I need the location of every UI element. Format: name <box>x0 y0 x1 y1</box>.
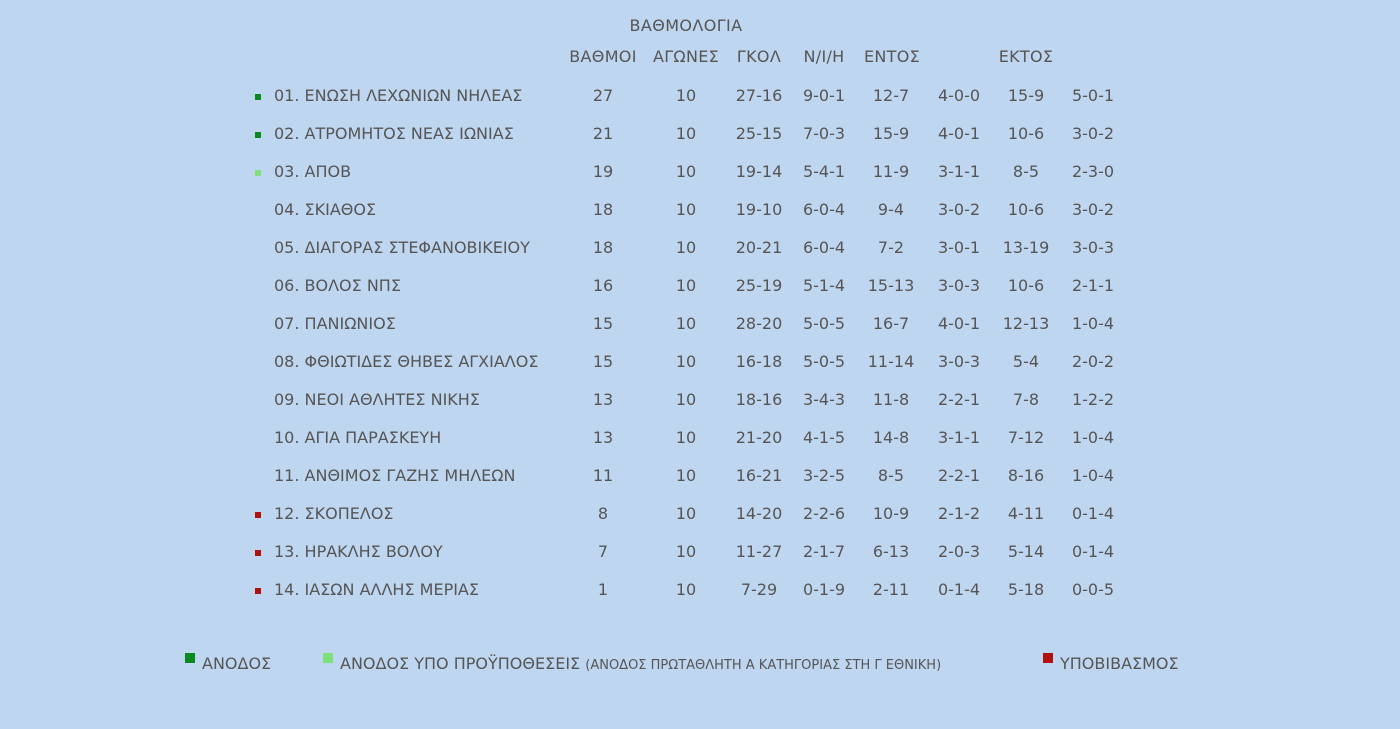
games-cell: 10 <box>675 542 697 561</box>
legend-conditional <box>323 653 941 676</box>
home-record-cell: 3-1-1 <box>937 428 981 447</box>
away-goals-cell: 8-16 <box>1007 466 1045 485</box>
away-goals-cell: 5-18 <box>1007 580 1045 599</box>
status-marker <box>255 94 261 100</box>
team-name: 04. ΣΚΙΑΘΟΣ <box>274 200 377 219</box>
table-row <box>0 314 1400 352</box>
home-record-cell: 0-1-4 <box>937 580 981 599</box>
games-cell: 10 <box>675 390 697 409</box>
home-record-cell: 2-1-2 <box>937 504 981 523</box>
games-cell: 10 <box>675 276 697 295</box>
games-cell: 10 <box>675 314 697 333</box>
home-record-cell: 4-0-1 <box>937 124 981 143</box>
away-record-cell: 2-3-0 <box>1071 162 1115 181</box>
points-cell: 21 <box>592 124 614 143</box>
home-goals-cell: 12-7 <box>872 86 910 105</box>
legend-conditional-label: ΑΝΟΔΟΣ ΥΠΟ ΠΡΟΫΠΟΘΕΣΕΙΣ <box>340 654 581 673</box>
points-cell: 13 <box>592 428 614 447</box>
record-cell: 3-4-3 <box>802 390 846 409</box>
legend-conditional-note: (ΑΝΟΔΟΣ ΠΡΩΤΑΘΛΗΤΗ Α ΚΑΤΗΓΟΡΙΑΣ ΣΤΗ Γ ΕΘΝΙΚΗ) <box>585 658 942 673</box>
goals-cell: 14-20 <box>735 504 783 523</box>
home-goals-cell: 9-4 <box>877 200 905 219</box>
points-cell: 19 <box>592 162 614 181</box>
away-record-cell: 0-1-4 <box>1071 542 1115 561</box>
record-cell: 9-0-1 <box>802 86 846 105</box>
table-row <box>0 238 1400 276</box>
record-cell: 0-1-9 <box>802 580 846 599</box>
standings-title: ΒΑΘΜΟΛΟΓΙΑ <box>629 16 743 35</box>
team-name: 13. ΗΡΑΚΛΗΣ ΒΟΛΟΥ <box>274 542 443 561</box>
away-goals-cell: 8-5 <box>1012 162 1040 181</box>
table-row <box>0 466 1400 504</box>
record-cell: 6-0-4 <box>802 238 846 257</box>
home-goals-cell: 14-8 <box>872 428 910 447</box>
table-row <box>0 390 1400 428</box>
home-goals-cell: 2-11 <box>872 580 910 599</box>
goals-cell: 27-16 <box>735 86 783 105</box>
team-name: 05. ΔΙΑΓΟΡΑΣ ΣΤΕΦΑΝΟΒΙΚΕΙΟΥ <box>274 238 530 257</box>
goals-cell: 18-16 <box>735 390 783 409</box>
goals-cell: 25-19 <box>735 276 783 295</box>
legend-relegation-label: ΥΠΟΒΙΒΑΣΜΟΣ <box>1060 654 1179 673</box>
record-cell: 4-1-5 <box>802 428 846 447</box>
status-marker <box>255 132 261 138</box>
home-goals-cell: 8-5 <box>877 466 905 485</box>
legend-promotion <box>185 653 271 674</box>
legend-promotion-label: ΑΝΟΔΟΣ <box>202 654 272 673</box>
table-row <box>0 86 1400 124</box>
team-name: 09. ΝΕΟΙ ΑΘΛΗΤΕΣ ΝΙΚΗΣ <box>274 390 480 409</box>
away-goals-cell: 5-14 <box>1007 542 1045 561</box>
header-away: ΕΚΤΟΣ <box>998 47 1054 66</box>
points-cell: 18 <box>592 200 614 219</box>
header-points: ΒΑΘΜΟΙ <box>569 47 637 66</box>
away-goals-cell: 10-6 <box>1007 276 1045 295</box>
away-goals-cell: 10-6 <box>1007 200 1045 219</box>
home-goals-cell: 11-8 <box>872 390 910 409</box>
points-cell: 15 <box>592 314 614 333</box>
away-record-cell: 1-0-4 <box>1071 466 1115 485</box>
record-cell: 5-0-5 <box>802 314 846 333</box>
team-name: 08. ΦΘΙΩΤΙΔΕΣ ΘΗΒΕΣ ΑΓΧΙΑΛΟΣ <box>274 352 539 371</box>
record-cell: 3-2-5 <box>802 466 846 485</box>
points-cell: 16 <box>592 276 614 295</box>
away-goals-cell: 13-19 <box>1002 238 1050 257</box>
table-row <box>0 162 1400 200</box>
team-name: 03. ΑΠΟΒ <box>274 162 352 181</box>
away-record-cell: 3-0-2 <box>1071 124 1115 143</box>
team-name: 01. ΕΝΩΣΗ ΛΕΧΩΝΙΩΝ ΝΗΛΕΑΣ <box>274 86 523 105</box>
legend-conditional-swatch <box>323 653 333 663</box>
header-goals: ΓΚΟΛ <box>736 47 782 66</box>
table-row <box>0 352 1400 390</box>
away-record-cell: 1-0-4 <box>1071 428 1115 447</box>
header-record: Ν/Ι/Η <box>803 47 845 66</box>
home-goals-cell: 10-9 <box>872 504 910 523</box>
home-record-cell: 3-0-2 <box>937 200 981 219</box>
team-name: 11. ΑΝΘΙΜΟΣ ΓΑΖΗΣ ΜΗΛΕΩΝ <box>274 466 516 485</box>
status-marker <box>255 170 261 176</box>
status-marker <box>255 550 261 556</box>
games-cell: 10 <box>675 504 697 523</box>
home-record-cell: 4-0-0 <box>937 86 981 105</box>
goals-cell: 16-21 <box>735 466 783 485</box>
games-cell: 10 <box>675 162 697 181</box>
away-record-cell: 5-0-1 <box>1071 86 1115 105</box>
team-name: 12. ΣΚΟΠΕΛΟΣ <box>274 504 394 523</box>
header-games: ΑΓΩΝΕΣ <box>652 47 720 66</box>
goals-cell: 19-14 <box>735 162 783 181</box>
status-marker <box>255 588 261 594</box>
away-goals-cell: 12-13 <box>1002 314 1050 333</box>
team-name: 10. ΑΓΙΑ ΠΑΡΑΣΚΕΥΗ <box>274 428 442 447</box>
games-cell: 10 <box>675 428 697 447</box>
goals-cell: 25-15 <box>735 124 783 143</box>
goals-cell: 7-29 <box>740 580 778 599</box>
games-cell: 10 <box>675 466 697 485</box>
table-row <box>0 504 1400 542</box>
team-name: 02. ΑΤΡΟΜΗΤΟΣ ΝΕΑΣ ΙΩΝΙΑΣ <box>274 124 514 143</box>
record-cell: 5-1-4 <box>802 276 846 295</box>
goals-cell: 16-18 <box>735 352 783 371</box>
table-row <box>0 200 1400 238</box>
home-goals-cell: 16-7 <box>872 314 910 333</box>
goals-cell: 21-20 <box>735 428 783 447</box>
record-cell: 7-0-3 <box>802 124 846 143</box>
away-record-cell: 2-1-1 <box>1071 276 1115 295</box>
home-record-cell: 3-0-1 <box>937 238 981 257</box>
team-name: 06. ΒΟΛΟΣ ΝΠΣ <box>274 276 401 295</box>
status-marker <box>255 512 261 518</box>
record-cell: 5-4-1 <box>802 162 846 181</box>
away-record-cell: 0-1-4 <box>1071 504 1115 523</box>
home-record-cell: 2-2-1 <box>937 390 981 409</box>
points-cell: 1 <box>597 580 609 599</box>
away-record-cell: 3-0-3 <box>1071 238 1115 257</box>
goals-cell: 20-21 <box>735 238 783 257</box>
team-name: 07. ΠΑΝΙΩΝΙΟΣ <box>274 314 396 333</box>
away-record-cell: 1-0-4 <box>1071 314 1115 333</box>
away-goals-cell: 10-6 <box>1007 124 1045 143</box>
away-record-cell: 1-2-2 <box>1071 390 1115 409</box>
home-record-cell: 3-0-3 <box>937 276 981 295</box>
away-goals-cell: 15-9 <box>1007 86 1045 105</box>
away-record-cell: 3-0-2 <box>1071 200 1115 219</box>
home-record-cell: 4-0-1 <box>937 314 981 333</box>
points-cell: 11 <box>592 466 614 485</box>
games-cell: 10 <box>675 86 697 105</box>
table-row <box>0 276 1400 314</box>
home-record-cell: 2-0-3 <box>937 542 981 561</box>
away-goals-cell: 4-11 <box>1007 504 1045 523</box>
points-cell: 7 <box>597 542 609 561</box>
points-cell: 8 <box>597 504 609 523</box>
games-cell: 10 <box>675 238 697 257</box>
team-name: 14. ΙΑΣΩΝ ΑΛΛΗΣ ΜΕΡΙΑΣ <box>274 580 479 599</box>
away-goals-cell: 7-8 <box>1012 390 1040 409</box>
points-cell: 27 <box>592 86 614 105</box>
record-cell: 5-0-5 <box>802 352 846 371</box>
record-cell: 6-0-4 <box>802 200 846 219</box>
games-cell: 10 <box>675 124 697 143</box>
legend-relegation <box>1043 653 1179 674</box>
home-goals-cell: 11-9 <box>872 162 910 181</box>
games-cell: 10 <box>675 200 697 219</box>
table-row <box>0 124 1400 162</box>
home-goals-cell: 7-2 <box>877 238 905 257</box>
points-cell: 18 <box>592 238 614 257</box>
home-goals-cell: 6-13 <box>872 542 910 561</box>
table-row <box>0 580 1400 618</box>
table-row <box>0 542 1400 580</box>
home-record-cell: 3-1-1 <box>937 162 981 181</box>
away-record-cell: 2-0-2 <box>1071 352 1115 371</box>
goals-cell: 19-10 <box>735 200 783 219</box>
record-cell: 2-1-7 <box>802 542 846 561</box>
games-cell: 10 <box>675 580 697 599</box>
home-record-cell: 3-0-3 <box>937 352 981 371</box>
goals-cell: 11-27 <box>735 542 783 561</box>
away-goals-cell: 7-12 <box>1007 428 1045 447</box>
legend-relegation-swatch <box>1043 653 1053 663</box>
header-home: ΕΝΤΟΣ <box>863 47 921 66</box>
home-goals-cell: 15-13 <box>867 276 915 295</box>
home-goals-cell: 15-9 <box>872 124 910 143</box>
home-goals-cell: 11-14 <box>867 352 915 371</box>
legend-promotion-swatch <box>185 653 195 663</box>
record-cell: 2-2-6 <box>802 504 846 523</box>
points-cell: 15 <box>592 352 614 371</box>
away-goals-cell: 5-4 <box>1012 352 1040 371</box>
games-cell: 10 <box>675 352 697 371</box>
home-record-cell: 2-2-1 <box>937 466 981 485</box>
table-row <box>0 428 1400 466</box>
away-record-cell: 0-0-5 <box>1071 580 1115 599</box>
goals-cell: 28-20 <box>735 314 783 333</box>
points-cell: 13 <box>592 390 614 409</box>
